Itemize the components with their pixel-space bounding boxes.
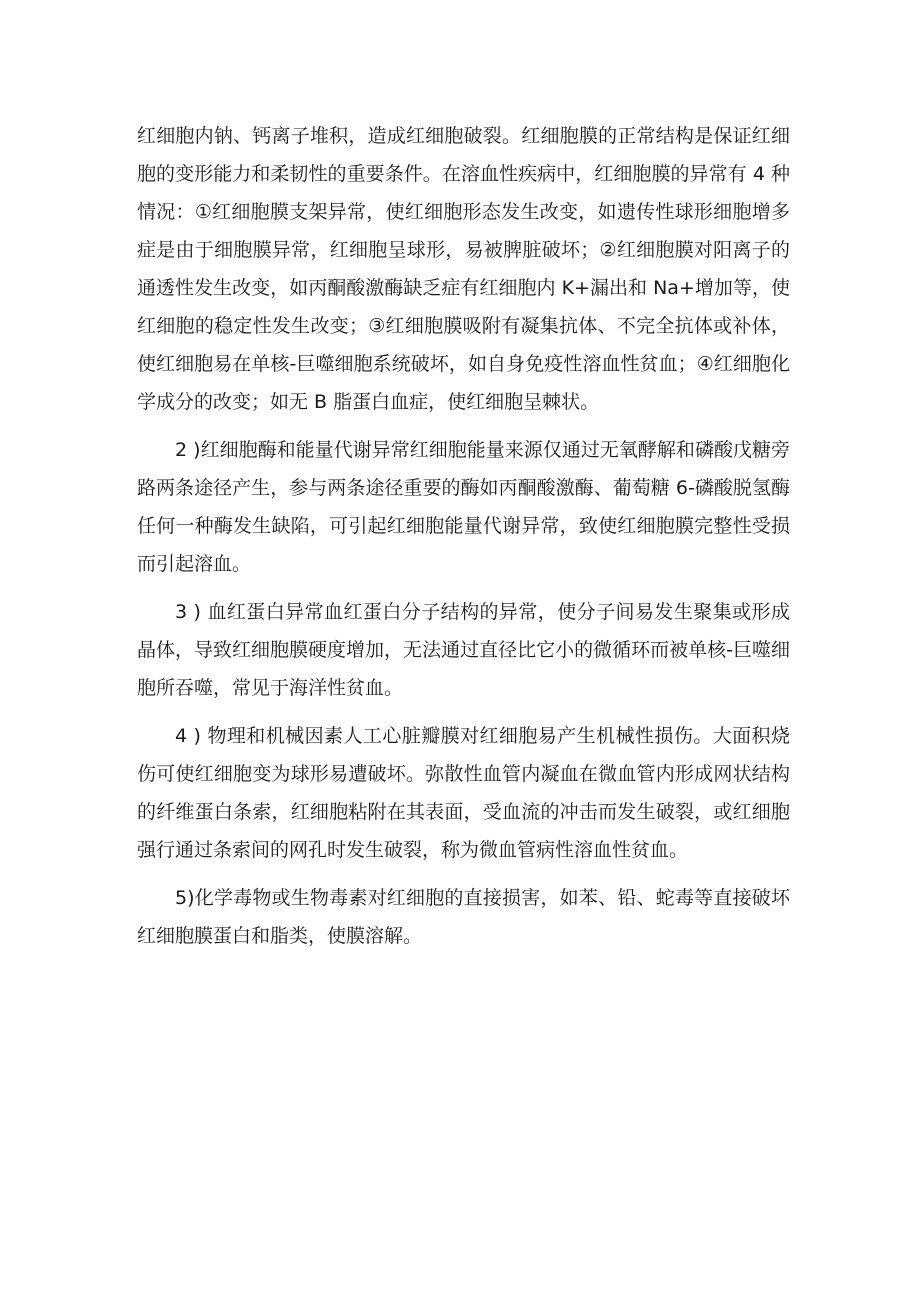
paragraph-enzyme-energy-metabolism: 2 )红细胞酶和能量代谢异常红细胞能量来源仅通过无氧酵解和磷酸戊糖旁路两条途径产生，参与两条途径重要的酶如丙酮酸激酶、葡萄糖 6-磷酸脱氢酶任何一种酶发生缺陷，可引起红细胞能量代谢异常，致使红细胞膜完整性受损而引起溶血。 xyxy=(137,439,790,575)
paragraph-chemical-biological-toxins: 5)化学毒物或生物毒素对红细胞的直接损害，如苯、铅、蛇毒等直接破坏红细胞膜蛋白和脂类，使膜溶解。 xyxy=(137,887,790,947)
paragraph-physical-mechanical: 4 ) 物理和机械因素人工心脏瓣膜对红细胞易产生机械性损伤。大面积烧伤可使红细胞变为球形易遭破坏。弥散性血管内凝血在微血管内形成网状结构的纤维蛋白条索，红细胞粘附在其表面，受血流的冲击而发生破裂，或红细胞强行通过条索间的网孔时发生破裂，称为微血管病性溶血性贫血。 xyxy=(137,725,790,861)
paragraph-hemoglobin-abnormality: 3 ) 血红蛋白异常血红蛋白分子结构的异常，使分子间易发生聚集或形成晶体，导致红细胞膜硬度增加，无法通过直径比它小的微循环而被单核-巨噬细胞所吞噬，常见于海洋性贫血。 xyxy=(137,601,790,699)
paragraph-membrane-abnormality: 红细胞内钠、钙离子堆积，造成红细胞破裂。红细胞膜的正常结构是保证红细胞的变形能力和柔韧性的重要条件。在溶血性疾病中，红细胞膜的异常有 4 种情况：①红细胞膜支架异常，使红细胞形态发生改变，如遗传性球形细胞增多症是由于细胞膜异常，红细胞呈球形，易被脾脏破坏；②红细胞膜对阳离子的通透性发生改变，如丙酮酸激酶缺乏症有红细胞内 K+漏出和 Na+增加等，使红细胞的稳定性发生改变；③红细胞膜吸附有凝集抗体、不完全抗体或补体，使红细胞易在单核-巨噬细胞系统破坏，如自身免疫性溶血性贫血；④红细胞化学成分的改变；如无 B 脂蛋白血症，使红细胞呈棘状。 xyxy=(137,125,790,413)
document-body xyxy=(137,117,790,965)
